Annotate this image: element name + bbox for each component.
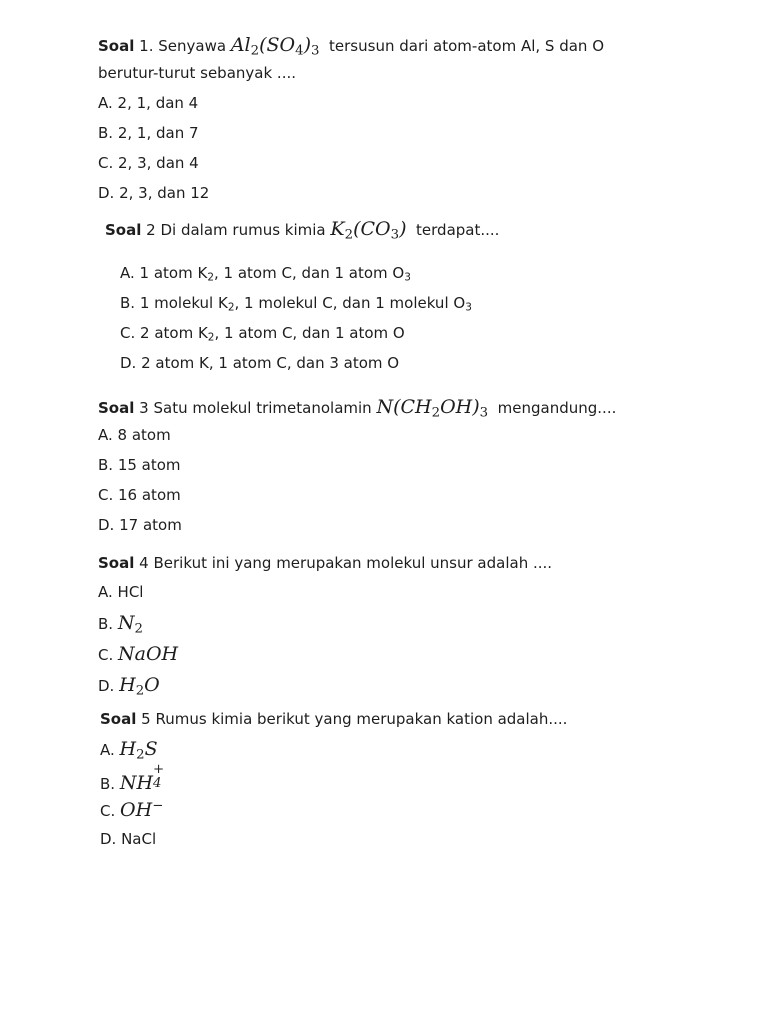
q5-option-c: C. OH− — [100, 798, 164, 821]
q5-stem — [100, 712, 567, 727]
q3-number: 3 — [139, 399, 149, 417]
q4-option-c: C. NaOH — [98, 643, 179, 665]
q3-option-a: A. 8 atom — [98, 426, 171, 444]
q3-post: mengandung.... — [497, 399, 617, 417]
q3-stem — [98, 396, 617, 421]
q1-option-d: D. 2, 3, dan 12 — [98, 184, 210, 202]
q4-option-a: A. HCl — [98, 583, 144, 601]
q2-option-c: C. 2 atom $K_2$, 1 atom C, dan 1 atom O — [120, 324, 405, 344]
q5-option-b: B. NH + 4 — [100, 761, 165, 794]
q1-pre: Senyawa — [158, 37, 227, 55]
q5-number: 5 — [141, 710, 151, 728]
q2-option-d: D. 2 atom K, 1 atom C, dan 3 atom O — [120, 354, 400, 372]
q1-option-c: C. 2, 3, dan 4 — [98, 154, 199, 172]
q5-option-d: D. NaCl — [100, 830, 157, 848]
q2-formula: $K_2(CO_3)$ — [330, 218, 407, 243]
q4-option-b: B. $N_2$ — [98, 612, 143, 637]
q3-option-d: D. 17 atom — [98, 516, 182, 534]
q2-pre: Di dalam rumus kimia — [160, 221, 326, 239]
q4-option-d: D. $H_2O$ — [98, 674, 160, 699]
q4-label: Soal — [98, 554, 135, 572]
q2-number: 2 — [146, 221, 156, 239]
q1-number: 1. — [139, 37, 154, 55]
q5-text: Rumus kimia berikut yang merupakan kation adalah.... — [155, 710, 568, 728]
q1-option-b: B. 2, 1, dan 7 — [98, 124, 199, 142]
q2-stem — [105, 218, 500, 243]
q5-label: Soal — [100, 710, 137, 728]
q1-stem — [98, 34, 604, 59]
q3-formula: $N(CH_2OH)_3$ — [376, 396, 489, 421]
q3-pre: Satu molekul trimetanolamin — [153, 399, 372, 417]
q1-formula: $Al_2(SO_4)_3$ — [230, 34, 320, 59]
q4-number: 4 — [139, 554, 149, 572]
q3-option-b: B. 15 atom — [98, 456, 181, 474]
q4-stem — [98, 556, 552, 571]
q2-option-a: A. 1 atom $K_2$, 1 atom C, dan 1 atom $O_3$ — [120, 264, 411, 284]
q4-text: Berikut ini yang merupakan molekul unsur adalah .... — [153, 554, 553, 572]
q1-post: tersusun dari atom-atom Al, S dan O — [329, 37, 604, 55]
q3-label: Soal — [98, 399, 135, 417]
q1-option-a: A. 2, 1, dan 4 — [98, 94, 199, 112]
q2-option-b: B. 1 molekul $K_2$, 1 molekul C, dan 1 molekul $O_3$ — [120, 294, 472, 314]
q2-post: terdapat.... — [416, 221, 500, 239]
q3-option-c: C. 16 atom — [98, 486, 181, 504]
q5-option-a: A. $H_2S$ — [100, 738, 158, 763]
q2-label: Soal — [105, 221, 142, 239]
q1-label: Soal — [98, 37, 135, 55]
q1-stem-line2: berutur-turut sebanyak .... — [98, 64, 297, 82]
